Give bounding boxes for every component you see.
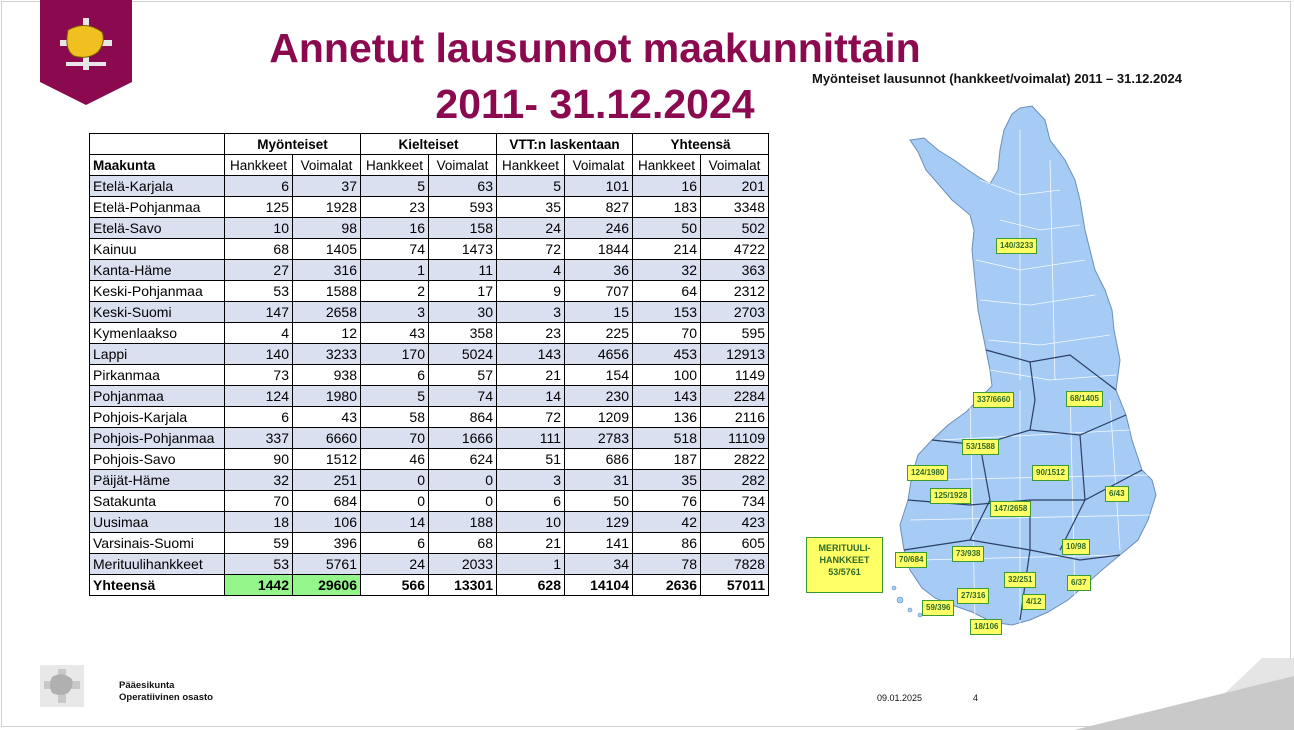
value-cell: 4 (497, 260, 565, 281)
value-cell: 605 (701, 533, 769, 554)
value-cell: 0 (361, 470, 429, 491)
page-number: 4 (973, 693, 979, 703)
value-cell: 53 (225, 554, 293, 575)
archipelago (892, 586, 922, 617)
value-cell: 74 (361, 239, 429, 260)
table-row (90, 323, 769, 344)
value-cell: 187 (633, 449, 701, 470)
value-cell: 423 (701, 512, 769, 533)
value-cell: 50 (565, 491, 633, 512)
footer-org-line-1: Pääesikunta (119, 680, 175, 691)
value-cell: 27 (225, 260, 293, 281)
value-cell: 9 (497, 281, 565, 302)
map-label-etela-savo: 10/98 (1062, 539, 1090, 555)
group-header: Yhteensä (633, 134, 769, 155)
map-label-etela-karjala: 6/37 (1067, 575, 1091, 591)
region-name-cell: Varsinais-Suomi (90, 533, 225, 554)
value-cell: 5761 (293, 554, 361, 575)
value-cell: 11109 (701, 428, 769, 449)
value-cell: 6 (225, 407, 293, 428)
value-cell: 518 (633, 428, 701, 449)
value-cell: 363 (701, 260, 769, 281)
footer-crest-logo (40, 665, 84, 707)
sub-header: Hankkeet (225, 155, 293, 176)
table-row (90, 344, 769, 365)
value-cell: 864 (429, 407, 497, 428)
defence-forces-crest-logo (40, 0, 132, 105)
value-cell: 43 (361, 323, 429, 344)
value-cell: 5 (361, 176, 429, 197)
value-cell: 5024 (429, 344, 497, 365)
map-label-pohjois-karjala: 6/43 (1105, 486, 1129, 502)
value-cell: 153 (633, 302, 701, 323)
value-cell: 72 (497, 239, 565, 260)
sub-header: Voimalat (293, 155, 361, 176)
value-cell: 14 (361, 512, 429, 533)
group-header-row (90, 134, 769, 155)
value-cell: 24 (361, 554, 429, 575)
map-label-pohjois-savo: 90/1512 (1032, 465, 1069, 481)
map-label-pirkanmaa: 73/938 (952, 546, 984, 562)
value-cell: 12 (293, 323, 361, 344)
value-cell: 827 (565, 197, 633, 218)
value-cell: 3348 (701, 197, 769, 218)
offshore-wind-label (806, 537, 883, 593)
value-cell: 183 (633, 197, 701, 218)
sub-header: Hankkeet (361, 155, 429, 176)
map-label-pohjois-pohjanmaa: 337/6660 (973, 392, 1014, 408)
value-cell: 1 (361, 260, 429, 281)
value-cell: 10 (225, 218, 293, 239)
value-cell: 6 (361, 533, 429, 554)
value-cell: 86 (633, 533, 701, 554)
value-cell: 2033 (429, 554, 497, 575)
value-cell: 4656 (565, 344, 633, 365)
value-cell: 23 (361, 197, 429, 218)
value-cell: 1928 (293, 197, 361, 218)
value-cell: 6660 (293, 428, 361, 449)
table-row (90, 428, 769, 449)
region-name-cell: Merituulihankkeet (90, 554, 225, 575)
region-name-cell: Keski-Pohjanmaa (90, 281, 225, 302)
region-name-cell: Pohjois-Karjala (90, 407, 225, 428)
map-label-paijat-hame: 32/251 (1004, 572, 1036, 588)
table-row (90, 281, 769, 302)
total-value-cell: 628 (497, 575, 565, 596)
value-cell: 1844 (565, 239, 633, 260)
value-cell: 3 (497, 470, 565, 491)
map-label-pohjanmaa: 124/1980 (907, 465, 948, 481)
value-cell: 141 (565, 533, 633, 554)
total-label-cell: Yhteensä (90, 575, 225, 596)
group-header: VTT:n laskentaan (497, 134, 633, 155)
value-cell: 147 (225, 302, 293, 323)
value-cell: 2284 (701, 386, 769, 407)
value-cell: 225 (565, 323, 633, 344)
value-cell: 111 (497, 428, 565, 449)
table-row (90, 365, 769, 386)
value-cell: 2658 (293, 302, 361, 323)
value-cell: 1980 (293, 386, 361, 407)
value-cell: 6 (225, 176, 293, 197)
value-cell: 2116 (701, 407, 769, 428)
region-name-cell: Päijät-Häme (90, 470, 225, 491)
value-cell: 214 (633, 239, 701, 260)
value-cell: 2783 (565, 428, 633, 449)
footer-organization (119, 680, 213, 704)
value-cell: 396 (293, 533, 361, 554)
value-cell: 129 (565, 512, 633, 533)
value-cell: 17 (429, 281, 497, 302)
value-cell: 124 (225, 386, 293, 407)
value-cell: 0 (429, 491, 497, 512)
value-cell: 251 (293, 470, 361, 491)
value-cell: 21 (497, 365, 565, 386)
offshore-line-3: 53/5761 (828, 567, 861, 577)
total-value-cell: 14104 (565, 575, 633, 596)
value-cell: 1405 (293, 239, 361, 260)
table-row (90, 197, 769, 218)
value-cell: 64 (633, 281, 701, 302)
value-cell: 12913 (701, 344, 769, 365)
region-name-cell: Satakunta (90, 491, 225, 512)
value-cell: 337 (225, 428, 293, 449)
value-cell: 282 (701, 470, 769, 491)
value-cell: 76 (633, 491, 701, 512)
value-cell: 3 (361, 302, 429, 323)
value-cell: 106 (293, 512, 361, 533)
value-cell: 37 (293, 176, 361, 197)
value-cell: 58 (361, 407, 429, 428)
value-cell: 230 (565, 386, 633, 407)
value-cell: 0 (429, 470, 497, 491)
value-cell: 624 (429, 449, 497, 470)
table-row (90, 554, 769, 575)
value-cell: 3233 (293, 344, 361, 365)
region-name-cell: Kanta-Häme (90, 260, 225, 281)
value-cell: 78 (633, 554, 701, 575)
sub-header: Voimalat (701, 155, 769, 176)
value-cell: 23 (497, 323, 565, 344)
value-cell: 11 (429, 260, 497, 281)
value-cell: 4722 (701, 239, 769, 260)
corner-decoration (994, 654, 1294, 730)
value-cell: 101 (565, 176, 633, 197)
region-name-cell: Etelä-Savo (90, 218, 225, 239)
value-cell: 3 (497, 302, 565, 323)
table-row (90, 449, 769, 470)
value-cell: 188 (429, 512, 497, 533)
empty-corner-cell (90, 134, 225, 155)
value-cell: 32 (633, 260, 701, 281)
value-cell: 707 (565, 281, 633, 302)
region-name-cell: Pohjois-Pohjanmaa (90, 428, 225, 449)
region-name-cell: Pohjanmaa (90, 386, 225, 407)
value-cell: 143 (633, 386, 701, 407)
title-line-2: 2011- 31.12.2024 (435, 81, 755, 127)
total-value-cell: 29606 (293, 575, 361, 596)
total-row (90, 575, 769, 596)
value-cell: 51 (497, 449, 565, 470)
value-cell: 36 (565, 260, 633, 281)
value-cell: 201 (701, 176, 769, 197)
value-cell: 5 (497, 176, 565, 197)
value-cell: 136 (633, 407, 701, 428)
value-cell: 316 (293, 260, 361, 281)
value-cell: 16 (633, 176, 701, 197)
table-row (90, 239, 769, 260)
value-cell: 35 (633, 470, 701, 491)
value-cell: 70 (361, 428, 429, 449)
value-cell: 4 (225, 323, 293, 344)
value-cell: 502 (701, 218, 769, 239)
map-title: Myönteiset lausunnot (hankkeet/voimalat) 2011 – 31.12.2024 (812, 71, 1182, 86)
offshore-line-2: HANKKEET (819, 555, 870, 565)
finland-outline (900, 106, 1156, 625)
statements-table (89, 133, 769, 596)
map-label-kanta-hame: 27/316 (957, 588, 989, 604)
value-cell: 1512 (293, 449, 361, 470)
map-label-keski-suomi: 147/2658 (990, 501, 1031, 517)
value-cell: 72 (497, 407, 565, 428)
table-row (90, 512, 769, 533)
region-name-cell: Uusimaa (90, 512, 225, 533)
sub-header: Hankkeet (497, 155, 565, 176)
map-label-keski-pohjanmaa: 53/1588 (962, 439, 999, 455)
total-value-cell: 566 (361, 575, 429, 596)
value-cell: 14 (497, 386, 565, 407)
region-name-cell: Kainuu (90, 239, 225, 260)
value-cell: 34 (565, 554, 633, 575)
value-cell: 453 (633, 344, 701, 365)
value-cell: 593 (429, 197, 497, 218)
value-cell: 59 (225, 533, 293, 554)
region-name-cell: Kymenlaakso (90, 323, 225, 344)
value-cell: 18 (225, 512, 293, 533)
table-row (90, 533, 769, 554)
value-cell: 686 (565, 449, 633, 470)
region-name-cell: Pohjois-Savo (90, 449, 225, 470)
value-cell: 0 (361, 491, 429, 512)
value-cell: 246 (565, 218, 633, 239)
table-body (90, 176, 769, 596)
map-label-satakunta: 70/684 (895, 552, 927, 568)
map-label-uusimaa: 18/106 (970, 619, 1002, 635)
map-label-kymenlaakso: 4/12 (1022, 594, 1046, 610)
region-header: Maakunta (90, 155, 225, 176)
value-cell: 63 (429, 176, 497, 197)
value-cell: 1209 (565, 407, 633, 428)
value-cell: 2822 (701, 449, 769, 470)
total-value-cell: 1442 (225, 575, 293, 596)
value-cell: 10 (497, 512, 565, 533)
table-row (90, 470, 769, 491)
value-cell: 734 (701, 491, 769, 512)
value-cell: 1 (497, 554, 565, 575)
value-cell: 46 (361, 449, 429, 470)
map-label-kainuu: 68/1405 (1066, 391, 1103, 407)
value-cell: 5 (361, 386, 429, 407)
value-cell: 74 (429, 386, 497, 407)
table-row (90, 302, 769, 323)
sub-header: Voimalat (565, 155, 633, 176)
value-cell: 6 (497, 491, 565, 512)
map-label-lappi: 140/3233 (996, 238, 1037, 254)
value-cell: 57 (429, 365, 497, 386)
value-cell: 50 (633, 218, 701, 239)
value-cell: 68 (429, 533, 497, 554)
value-cell: 2 (361, 281, 429, 302)
value-cell: 35 (497, 197, 565, 218)
value-cell: 170 (361, 344, 429, 365)
value-cell: 21 (497, 533, 565, 554)
value-cell: 140 (225, 344, 293, 365)
table-row (90, 218, 769, 239)
value-cell: 53 (225, 281, 293, 302)
table-row (90, 176, 769, 197)
region-name-cell: Etelä-Pohjanmaa (90, 197, 225, 218)
value-cell: 31 (565, 470, 633, 491)
region-name-cell: Keski-Suomi (90, 302, 225, 323)
table-row (90, 407, 769, 428)
map-label-varsinais-suomi: 59/396 (922, 600, 954, 616)
value-cell: 73 (225, 365, 293, 386)
title-line-1: Annetut lausunnot maakunnittain (269, 25, 921, 71)
value-cell: 6 (361, 365, 429, 386)
total-value-cell: 13301 (429, 575, 497, 596)
region-name-cell: Lappi (90, 344, 225, 365)
offshore-line-1: MERITUULI- (818, 543, 871, 553)
value-cell: 68 (225, 239, 293, 260)
value-cell: 143 (497, 344, 565, 365)
value-cell: 70 (633, 323, 701, 344)
sub-header: Hankkeet (633, 155, 701, 176)
value-cell: 70 (225, 491, 293, 512)
map-label-etela-pohjanmaa: 125/1928 (930, 488, 971, 504)
value-cell: 43 (293, 407, 361, 428)
value-cell: 98 (293, 218, 361, 239)
value-cell: 938 (293, 365, 361, 386)
sub-header-row (90, 155, 769, 176)
value-cell: 1666 (429, 428, 497, 449)
value-cell: 15 (565, 302, 633, 323)
total-value-cell: 57011 (701, 575, 769, 596)
region-name-cell: Etelä-Karjala (90, 176, 225, 197)
value-cell: 42 (633, 512, 701, 533)
value-cell: 90 (225, 449, 293, 470)
footer-org-line-2: Operatiivinen osasto (119, 692, 213, 703)
value-cell: 684 (293, 491, 361, 512)
value-cell: 7828 (701, 554, 769, 575)
footer-date: 09.01.2025 (877, 693, 923, 703)
value-cell: 32 (225, 470, 293, 491)
sub-header: Voimalat (429, 155, 497, 176)
value-cell: 24 (497, 218, 565, 239)
value-cell: 158 (429, 218, 497, 239)
value-cell: 1149 (701, 365, 769, 386)
value-cell: 1588 (293, 281, 361, 302)
group-header: Myönteiset (225, 134, 361, 155)
value-cell: 16 (361, 218, 429, 239)
group-header: Kielteiset (361, 134, 497, 155)
value-cell: 1473 (429, 239, 497, 260)
value-cell: 595 (701, 323, 769, 344)
table-row (90, 386, 769, 407)
value-cell: 125 (225, 197, 293, 218)
value-cell: 358 (429, 323, 497, 344)
table-row (90, 491, 769, 512)
value-cell: 2312 (701, 281, 769, 302)
region-name-cell: Pirkanmaa (90, 365, 225, 386)
value-cell: 154 (565, 365, 633, 386)
value-cell: 100 (633, 365, 701, 386)
value-cell: 2703 (701, 302, 769, 323)
total-value-cell: 2636 (633, 575, 701, 596)
value-cell: 30 (429, 302, 497, 323)
table-row (90, 260, 769, 281)
